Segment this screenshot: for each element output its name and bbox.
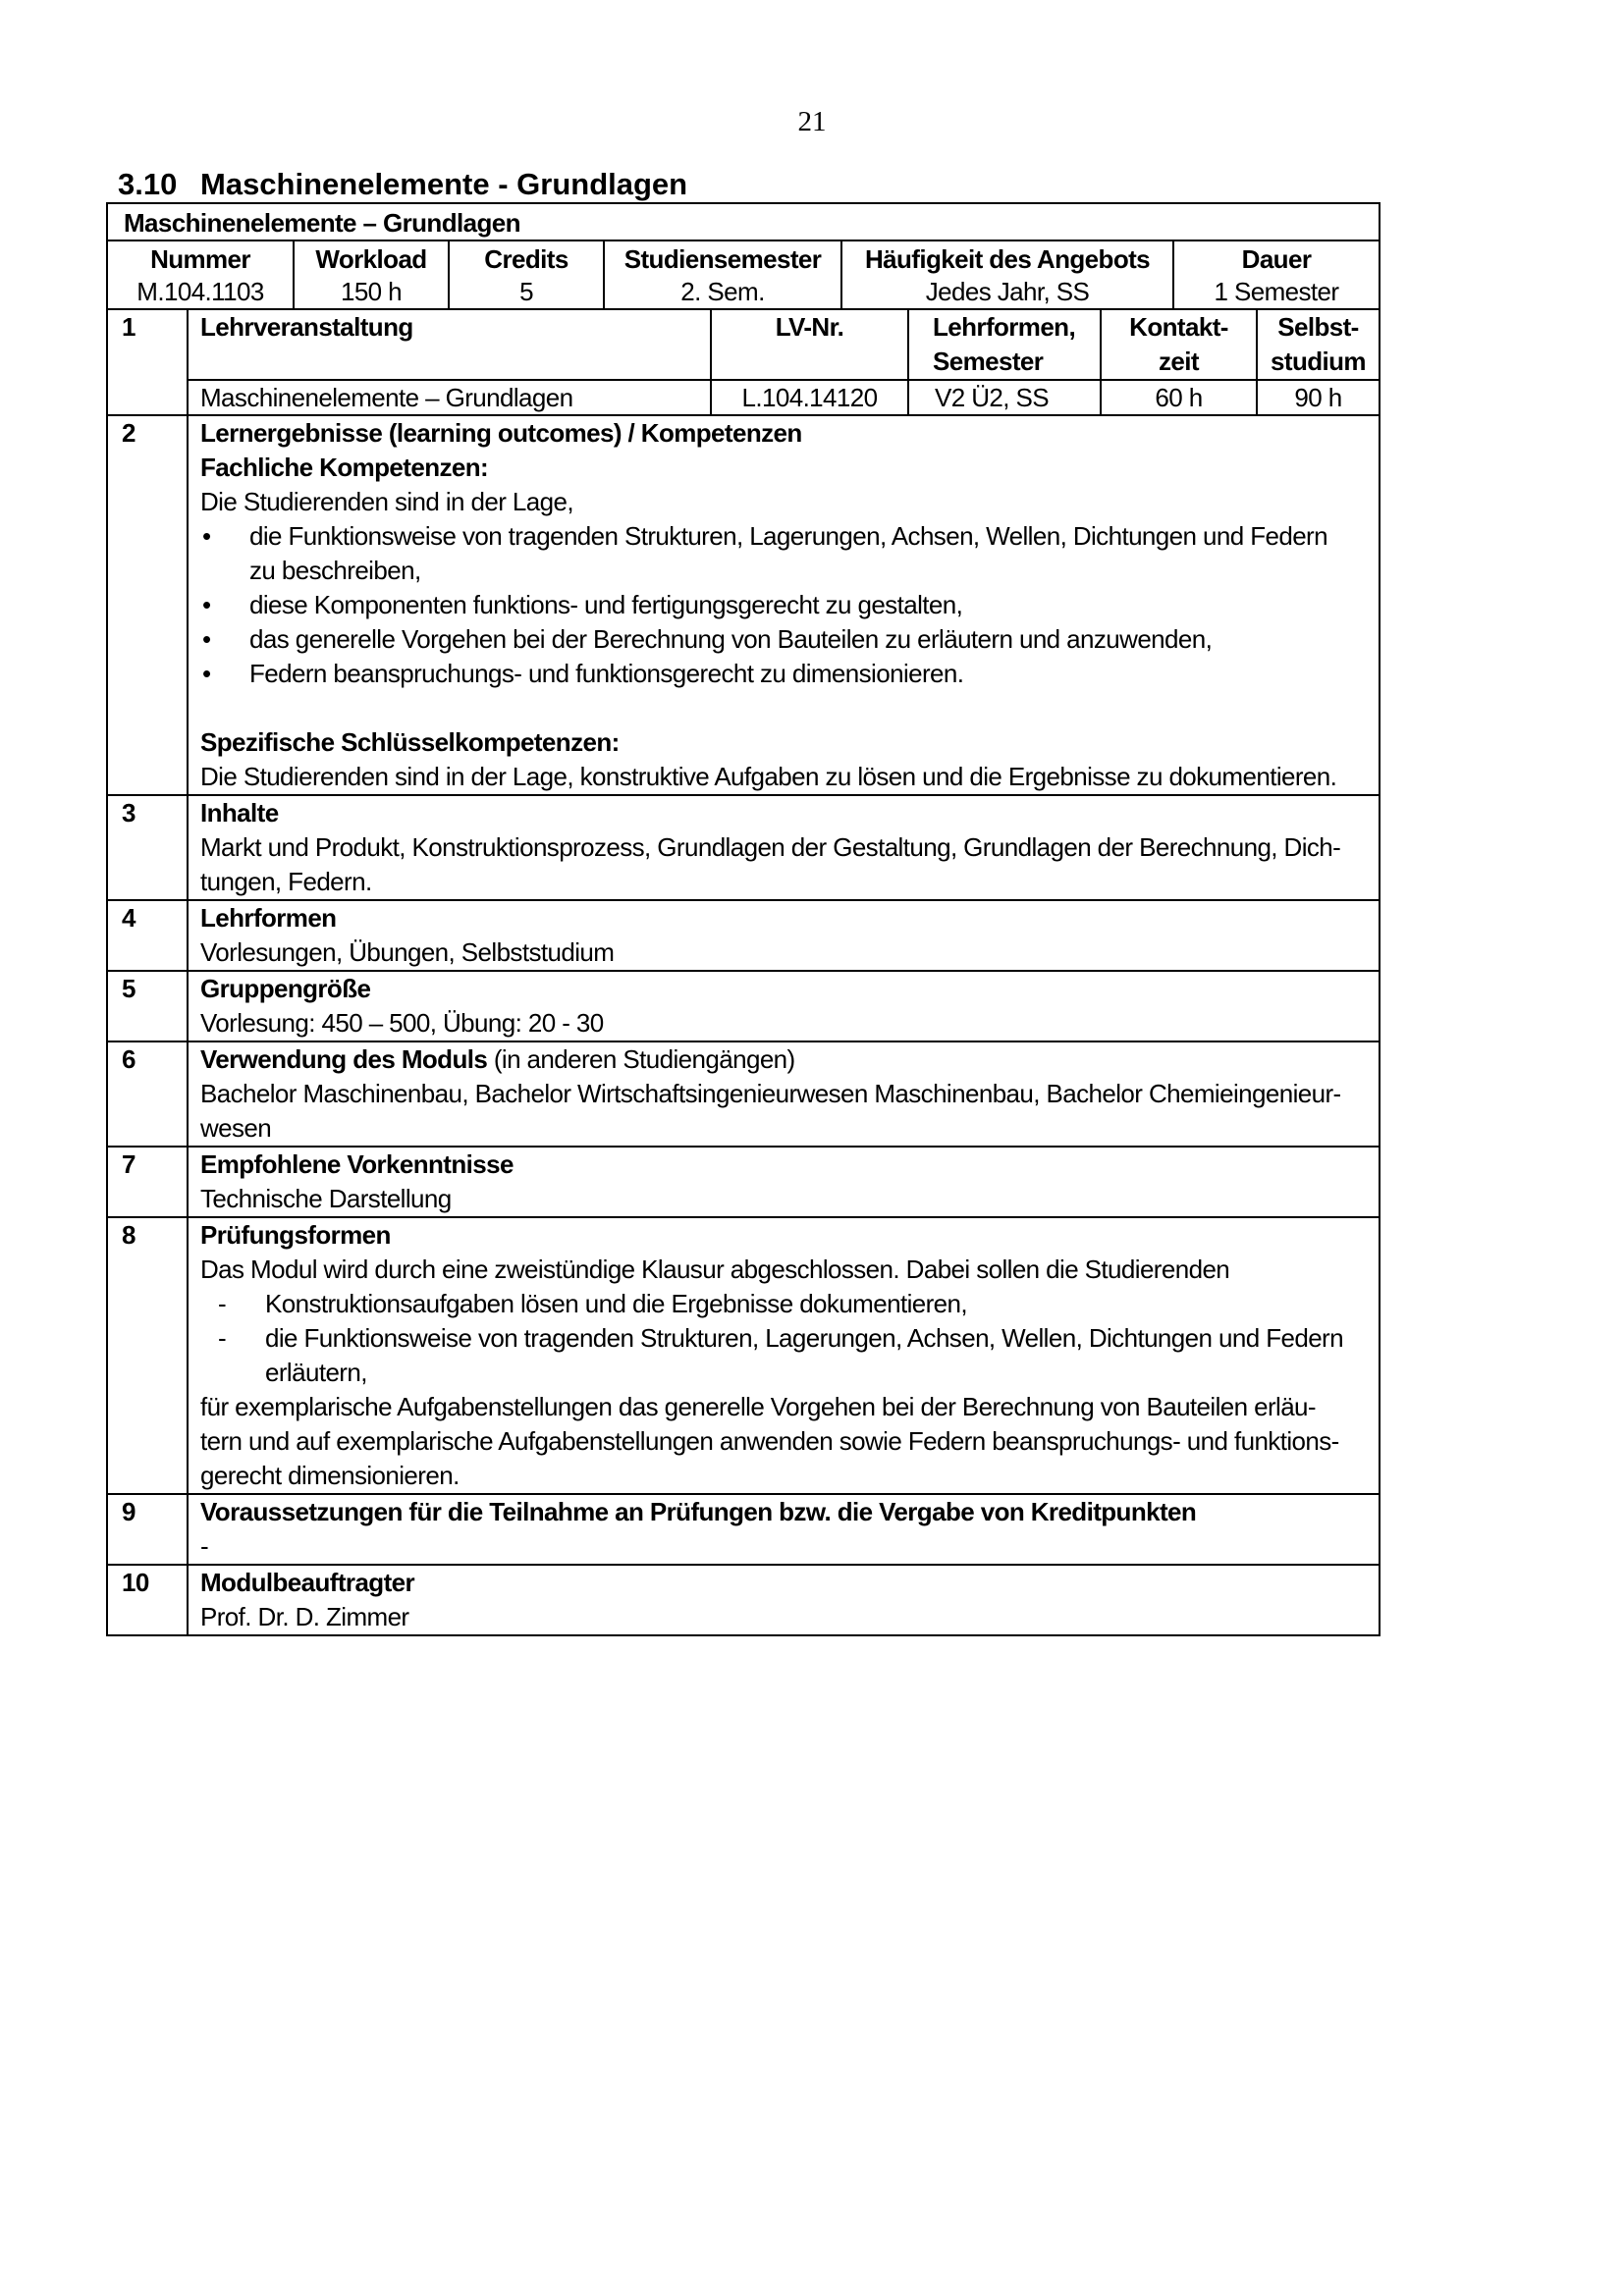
section-title: Inhalte bbox=[200, 798, 279, 828]
section-text: tungen, Federn. bbox=[200, 867, 372, 896]
list-item-text: die Funktionsweise von tragenden Strukturen, Lagerungen, Achsen, Wellen, Dichtungen und Federn bbox=[249, 521, 1327, 551]
section-10-modulbeauftragter bbox=[108, 1564, 1379, 1634]
list-item bbox=[200, 657, 1371, 691]
list-item bbox=[200, 1287, 1371, 1321]
section-title: Lernergebnisse (learning outcomes) / Kompetenzen bbox=[200, 418, 802, 448]
value-lv-nr: L.104.14120 bbox=[710, 381, 907, 414]
value-studiensemester: 2. Sem. bbox=[603, 275, 840, 308]
course-headers bbox=[189, 310, 1379, 379]
section-subtitle: Fachliche Kompetenzen: bbox=[200, 453, 489, 482]
row-number: 7 bbox=[122, 1149, 135, 1179]
header-workload: Workload bbox=[293, 241, 448, 275]
competence-list bbox=[200, 519, 1371, 691]
value-lehrformen: V2 Ü2, SS bbox=[907, 381, 1100, 414]
section-title: Modulbeauftragter bbox=[200, 1568, 415, 1597]
section-1-course bbox=[108, 308, 1379, 414]
overview-headers bbox=[108, 241, 1379, 275]
value-credits: 5 bbox=[448, 275, 603, 308]
course-values bbox=[189, 379, 1379, 414]
section-text: tern und auf exemplarische Aufgabenstellungen anwenden sowie Federn beanspruchungs- und funktions- bbox=[200, 1426, 1339, 1456]
section-text: Die Studierenden sind in der Lage, konstruktive Aufgaben zu lösen und die Ergebnisse zu dokumentieren. bbox=[200, 762, 1337, 791]
row-number: 2 bbox=[122, 418, 135, 448]
row-number: 10 bbox=[122, 1568, 149, 1597]
list-item-text: das generelle Vorgehen bei der Berechnung von Bauteilen zu erläutern und anzuwenden, bbox=[249, 624, 1213, 654]
section-title-suffix: (in anderen Studiengängen) bbox=[487, 1044, 795, 1074]
module-table bbox=[106, 202, 1380, 1636]
section-text: Markt und Produkt, Konstruktionsprozess, Grundlagen der Gestaltung, Grundlagen der Berechnung, Dich- bbox=[200, 832, 1341, 862]
dash-icon: - bbox=[218, 1289, 227, 1318]
section-text: - bbox=[200, 1531, 209, 1561]
section-4-lehrformen bbox=[108, 899, 1379, 970]
header-kontaktzeit-line1: Kontakt- bbox=[1129, 312, 1228, 342]
header-selbststudium bbox=[1256, 310, 1379, 379]
header-kontaktzeit bbox=[1100, 310, 1256, 379]
header-nummer: Nummer bbox=[150, 244, 250, 274]
row-number: 8 bbox=[122, 1220, 135, 1250]
row-number: 1 bbox=[122, 312, 135, 342]
header-credits: Credits bbox=[448, 241, 603, 275]
list-item bbox=[200, 622, 1371, 657]
header-lv-nr: LV-Nr. bbox=[710, 310, 907, 379]
module-title: Maschinenelemente – Grundlagen bbox=[124, 208, 520, 238]
bullet-icon: • bbox=[202, 590, 211, 619]
section-text: Technische Darstellung bbox=[200, 1184, 452, 1213]
header-lehrformen-line1: Lehrformen, bbox=[933, 312, 1076, 342]
bullet-icon: • bbox=[202, 659, 211, 688]
section-number: 3.10 bbox=[118, 167, 178, 201]
list-item-text: Federn beanspruchungs- und funktionsgerecht zu dimensionieren. bbox=[249, 659, 964, 688]
list-item-text: die Funktionsweise von tragenden Strukturen, Lagerungen, Achsen, Wellen, Dichtungen und Federn bbox=[265, 1323, 1343, 1353]
section-7-vorkenntnisse bbox=[108, 1146, 1379, 1216]
page-number: 21 bbox=[797, 106, 827, 137]
value-haeufigkeit: Jedes Jahr, SS bbox=[840, 275, 1172, 308]
header-dauer: Dauer bbox=[1172, 241, 1379, 275]
bullet-icon: • bbox=[202, 521, 211, 551]
header-studiensemester: Studiensemester bbox=[603, 241, 840, 275]
list-item bbox=[200, 519, 1371, 588]
row-number: 3 bbox=[122, 798, 135, 828]
section-subtitle: Spezifische Schlüsselkompetenzen: bbox=[200, 727, 620, 757]
overview-values bbox=[108, 275, 1379, 308]
list-item bbox=[200, 1321, 1371, 1390]
section-text: Vorlesung: 450 – 500, Übung: 20 - 30 bbox=[200, 1008, 604, 1038]
section-text: Bachelor Maschinenbau, Bachelor Wirtschaftsingenieurwesen Maschinenbau, Bachelor Chemieingenieur- bbox=[200, 1079, 1341, 1108]
header-lehrformen bbox=[907, 310, 1100, 379]
section-title: Lehrformen bbox=[200, 903, 337, 933]
section-intro: Die Studierenden sind in der Lage, bbox=[200, 487, 573, 516]
section-intro: Das Modul wird durch eine zweistündige Klausur abgeschlossen. Dabei sollen die Studierenden bbox=[200, 1255, 1230, 1284]
section-text: Prof. Dr. D. Zimmer bbox=[200, 1602, 409, 1631]
list-item-text: zu beschreiben, bbox=[249, 556, 421, 585]
section-text: gerecht dimensionieren. bbox=[200, 1461, 460, 1490]
list-item-text: erläutern, bbox=[265, 1358, 367, 1387]
value-workload: 150 h bbox=[293, 275, 448, 308]
row-number: 9 bbox=[122, 1497, 135, 1526]
section-title: Prüfungsformen bbox=[200, 1220, 391, 1250]
header-lehrformen-line2: Semester bbox=[933, 347, 1044, 376]
list-item-text: diese Komponenten funktions- und fertigungsgerecht zu gestalten, bbox=[249, 590, 963, 619]
dash-icon: - bbox=[218, 1323, 227, 1353]
row-number: 6 bbox=[122, 1044, 135, 1074]
section-title: Empfohlene Vorkenntnisse bbox=[200, 1149, 514, 1179]
row-number: 4 bbox=[122, 903, 135, 933]
header-kontaktzeit-line2: zeit bbox=[1159, 347, 1199, 376]
header-selbststudium-line2: studium bbox=[1271, 347, 1366, 376]
section-text: wesen bbox=[200, 1113, 272, 1143]
value-selbststudium: 90 h bbox=[1256, 381, 1379, 414]
section-text: für exemplarische Aufgabenstellungen das generelle Vorgehen bei der Berechnung von Bauteilen erläu- bbox=[200, 1392, 1316, 1421]
section-title: Voraussetzungen für die Teilnahme an Prüfungen bzw. die Vergabe von Kreditpunkten bbox=[200, 1497, 1197, 1526]
list-item-text: Konstruktionsaufgaben lösen und die Ergebnisse dokumentieren, bbox=[265, 1289, 968, 1318]
section-2-lernergebnisse bbox=[108, 414, 1379, 794]
section-title: Gruppengröße bbox=[200, 974, 371, 1003]
list-item bbox=[200, 588, 1371, 622]
value-nummer: M.104.1103 bbox=[136, 277, 264, 306]
section-6-verwendung bbox=[108, 1041, 1379, 1146]
bullet-icon: • bbox=[202, 624, 211, 654]
section-heading bbox=[118, 167, 687, 202]
value-lehrveranstaltung: Maschinenelemente – Grundlagen bbox=[200, 383, 573, 412]
overview-row bbox=[108, 240, 1379, 308]
section-8-pruefungsformen bbox=[108, 1216, 1379, 1493]
section-title: Verwendung des Moduls bbox=[200, 1044, 488, 1074]
section-5-gruppengroesse bbox=[108, 970, 1379, 1041]
exam-list bbox=[200, 1287, 1371, 1390]
header-lehrveranstaltung: Lehrveranstaltung bbox=[200, 312, 413, 342]
value-dauer: 1 Semester bbox=[1172, 275, 1379, 308]
header-selbststudium-line1: Selbst- bbox=[1277, 312, 1359, 342]
value-kontaktzeit: 60 h bbox=[1100, 381, 1256, 414]
row-number: 5 bbox=[122, 974, 135, 1003]
section-title: Maschinenelemente - Grundlagen bbox=[200, 167, 688, 201]
section-3-inhalte bbox=[108, 794, 1379, 899]
section-text: Vorlesungen, Übungen, Selbststudium bbox=[200, 937, 615, 967]
header-haeufigkeit: Häufigkeit des Angebots bbox=[840, 241, 1172, 275]
section-9-voraussetzungen bbox=[108, 1493, 1379, 1564]
